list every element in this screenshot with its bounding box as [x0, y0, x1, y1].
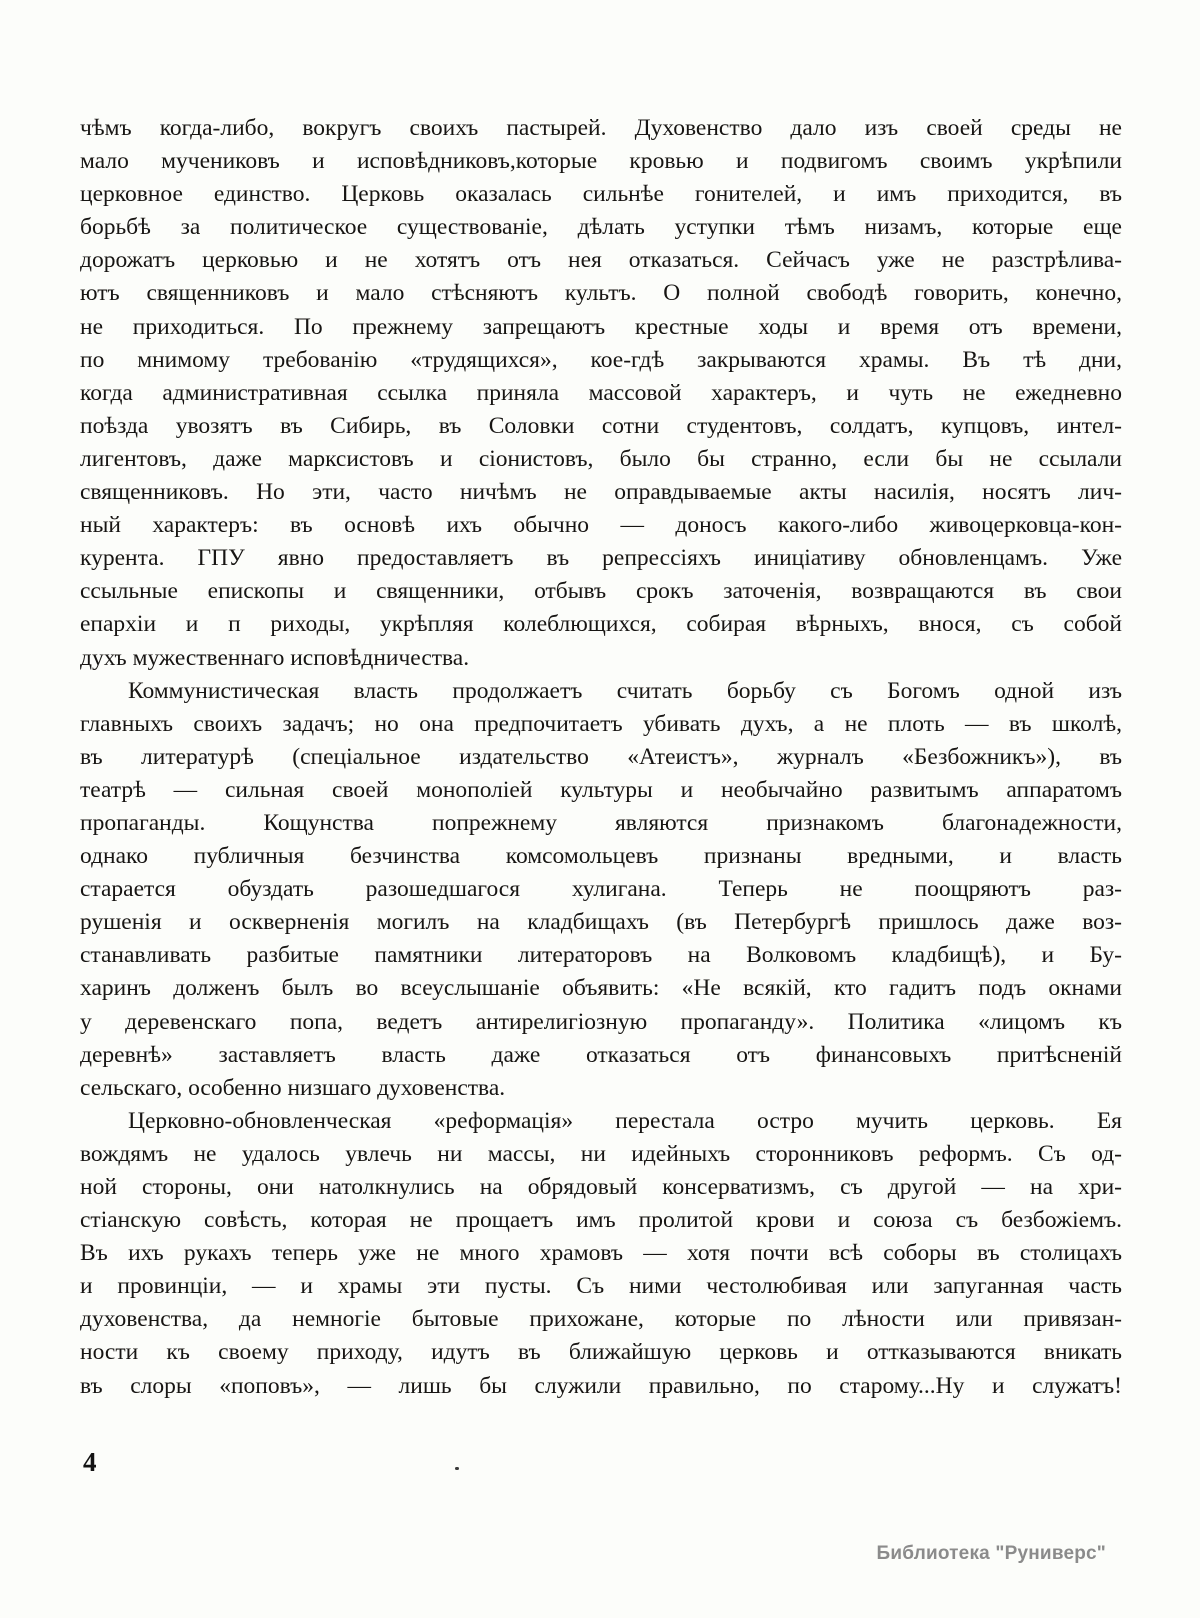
- text-line: вождямъ не удалось увлечь ни массы, ни идейныхъ сторонниковъ реформъ. Съ од-: [80, 1140, 1122, 1167]
- text-line: ютъ священниковъ и мало стѣсняютъ культъ. О полной свободѣ говорить, конечно,: [80, 280, 1122, 307]
- text-block: [80, 112, 1122, 1403]
- text-line: ной стороны, они натолкнулись на обрядовый консерватизмъ, съ другой — на хри-: [80, 1174, 1122, 1200]
- text-line: священниковъ. Но эти, часто ничѣмъ не оправдываемые акты насилія, носятъ лич-: [80, 479, 1122, 506]
- text-line: однако публичныя безчинства комсомольцевъ признаны вредными, и власть: [80, 843, 1122, 870]
- paragraph: [80, 112, 1122, 675]
- text-line: Церковно-обновленческая «реформація» перестала остро мучить церковь. Ея: [128, 1107, 1122, 1134]
- text-line: ссыльные епископы и священники, отбывъ срокъ заточенія, возвращаются въ свои: [80, 578, 1122, 605]
- text-line: курента. ГПУ явно предоставляетъ въ репрессіяхъ иниціативу обновленцамъ. Уже: [80, 545, 1122, 572]
- text-line: лигентовъ, даже марксистовъ и сіонистовъ, было бы странно, если бы не ссылали: [80, 445, 1122, 472]
- paragraph: [80, 675, 1122, 1105]
- text-line: ный характеръ: въ основѣ ихъ обычно — доносъ какого-либо живоцерковца-кон-: [80, 512, 1122, 539]
- paragraph: [80, 1105, 1122, 1403]
- text-line: епархіи и п риходы, укрѣпляя колеблющихся, собирая вѣрныхъ, внося, съ собой: [80, 611, 1122, 638]
- text-line: въ слоры «поповъ», — лишь бы служили правильно, по старому...Ну и служатъ!: [80, 1372, 1122, 1399]
- text-line: духовенства, да немногіе бытовые прихожане, которые по лѣности или привязан-: [80, 1306, 1122, 1333]
- text-line: въ литературѣ (спеціальное издательство «Атеистъ», журналъ «Безбожникъ»), въ: [80, 743, 1122, 770]
- text-line: деревнѣ» заставляетъ власть даже отказаться отъ финансовыхъ притѣсненій: [80, 1041, 1122, 1068]
- text-line: поѣзда увозятъ въ Сибирь, въ Соловки сотни студентовъ, солдатъ, купцовъ, интел-: [80, 412, 1122, 439]
- text-line: главныхъ своихъ задачъ; но она предпочитаетъ убивать духъ, а не плоть — въ школѣ,: [80, 710, 1122, 737]
- text-line: чѣмъ когда-либо, вокругъ своихъ пастырей. Духовенство дало изъ своей среды не: [80, 115, 1122, 141]
- text-line: по мнимому требованію «трудящихся», кое-гдѣ закрываются храмы. Въ тѣ дни,: [80, 346, 1122, 373]
- text-line: станавливать разбитые памятники литераторовъ на Волковомъ кладбищѣ), и Бу-: [80, 942, 1122, 969]
- text-line: старается обуздать разошедшагося хулигана. Теперь не поощряютъ раз-: [80, 876, 1122, 903]
- text-line: рушенія и оскверненія могилъ на кладбищахъ (въ Петербургѣ пришлось даже воз-: [80, 909, 1122, 936]
- text-line: театрѣ — сильная своей монополіей культуры и необычайно развитымъ аппаратомъ: [80, 776, 1122, 803]
- text-line: ности къ своему приходу, идутъ въ ближайшую церковь и оттказываются вникать: [80, 1339, 1122, 1366]
- library-watermark: Библиотека "Руниверс": [876, 1543, 1106, 1564]
- text-line: мало мучениковъ и исповѣдниковъ,которые кровью и подвигомъ своимъ укрѣпили: [80, 148, 1122, 175]
- page-number: 4: [83, 1447, 97, 1477]
- text-line: пропаганды. Кощунства попрежнему являются признакомъ благонадежности,: [80, 809, 1122, 836]
- text-line: борьбѣ за политическое существованіе, дѣлать уступки тѣмъ низамъ, которые еще: [80, 214, 1122, 241]
- scan-speck: [455, 1467, 459, 1470]
- text-line: и провинціи, — и храмы эти пусты. Съ ними честолюбивая или запуганная часть: [80, 1273, 1122, 1300]
- text-line: не приходиться. По прежнему запрещаютъ крестные ходы и время отъ времени,: [80, 313, 1122, 340]
- text-line: сельскаго, особенно низшаго духовенства.: [80, 1074, 506, 1101]
- text-line: у деревенскаго попа, ведетъ антирелигіозную пропаганду». Политика «лицомъ къ: [80, 1008, 1122, 1035]
- text-line: Коммунистическая власть продолжаетъ считать борьбу съ Богомъ одной изъ: [128, 677, 1122, 704]
- text-line: церковное единство. Церковь оказалась сильнѣе гонителей, и имъ приходится, въ: [80, 181, 1122, 208]
- text-line: стіанскую совѣсть, которая не прощаетъ имъ пролитой крови и союза съ безбожіемъ.: [80, 1207, 1122, 1234]
- text-line: духъ мужественнаго исповѣдничества.: [80, 644, 470, 671]
- text-line: харинъ долженъ былъ во всеуслышаніе объявить: «Не всякій, кто гадитъ подъ окнами: [80, 975, 1122, 1002]
- text-line: Въ ихъ рукахъ теперь уже не много храмовъ — хотя почти всѣ соборы въ столицахъ: [80, 1240, 1122, 1267]
- text-line: когда административная ссылка приняла массовой характеръ, и чуть не ежедневно: [80, 379, 1122, 406]
- text-line: дорожатъ церковью и не хотятъ отъ нея отказаться. Сейчасъ уже не разстрѣлива-: [80, 247, 1122, 274]
